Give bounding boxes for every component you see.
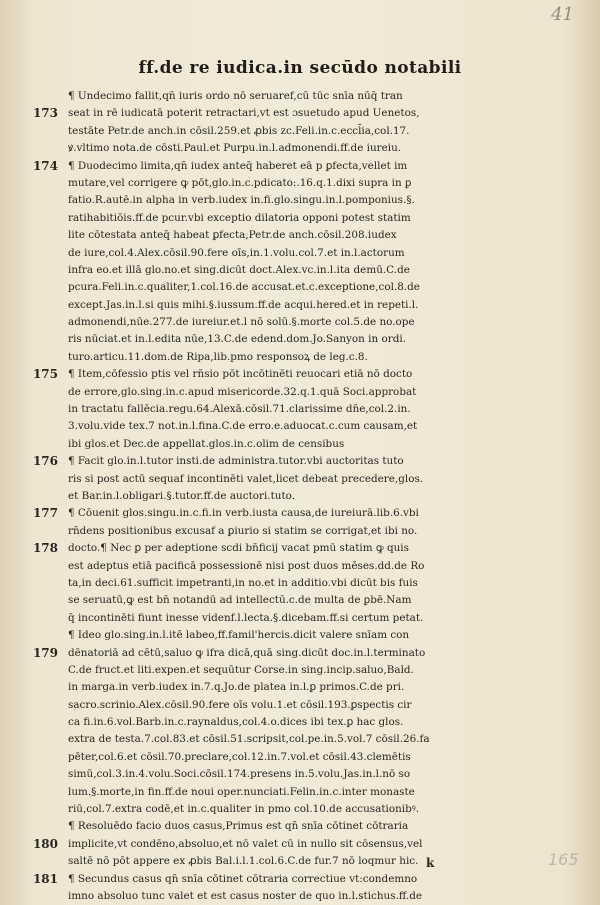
line-text: lum.§.morte,in fin.ff.de noui oper.nunciati.Felin.in.c.inter monaste — [68, 785, 415, 798]
line-text: simū,col.3.in.4.volu.Soci.cōsil.174.presens in.5.volu.Jas.in.l.nō so — [68, 768, 411, 781]
paragraph-number: 175 — [32, 367, 58, 382]
line-text: imno absoluo tunc valet et est casus noster de quo in.l.stichus.ff.de — [68, 889, 423, 902]
line-text: pēter,col.6.et cōsil.70.preclare,col.12.in.7.vol.et cōsil.43.clemētis — [68, 750, 411, 763]
text-line — [18, 366, 574, 383]
text-line — [18, 871, 574, 888]
text-line — [18, 679, 574, 696]
line-text: seat in rē iudicatā poterit retractari,vt est ɔsuetudo apud Uenetos, — [68, 107, 420, 120]
line-text: C.de fruct.et liti.expen.et sequūtur Corse.in sing.incip.saluo,Bald. — [68, 663, 414, 676]
line-text: ¶ Duodecimo limita,qn̄ iudex anteq̄ haberet eā p ꝑfecta,vellet im — [68, 159, 408, 172]
text-line — [18, 505, 574, 522]
paragraph-number: 176 — [32, 454, 58, 469]
line-text: et Bar.in.l.obligari.§.tutor.ff.de auctori.tuto. — [68, 489, 296, 502]
line-text: infra eo.et illā glo.no.et sing.dicūt doct.Alex.vc.in.l.ita demū.C.de — [68, 263, 410, 276]
line-text: pcura.Feli.in.c.qualiter,1.col.16.de accusat.et.c.exceptione,col.8.de — [68, 281, 420, 294]
line-text: mutare,vel corrigere ꝙ pōt,glo.in.c.pdicato:.16.q.1.dixi supra in ꝑ — [68, 176, 412, 189]
text-line — [18, 262, 574, 279]
text-line — [18, 697, 574, 714]
text-line — [18, 279, 574, 296]
line-text: de iure,col.4.Alex.cōsil.90.fere oīs,in.1.volu.col.7.et in.l.actorum — [68, 246, 405, 259]
text-line — [18, 436, 574, 453]
line-text: ¶ Undecimo fallit,qn̄ iuris ordo nō seruaref,cū tūc snīa nūq̄ tran — [68, 90, 403, 102]
text-line — [18, 297, 574, 314]
text-line — [18, 384, 574, 401]
text-line — [18, 349, 574, 366]
line-text: turo.articu.11.dom.de Ripa,lib.pmo responsoꝝ de leg.c.8. — [68, 350, 368, 363]
text-line — [18, 192, 574, 209]
line-text: ¶ Facit glo.in.l.tutor insti.de administra.tutor.vbi auctoritas tuto — [68, 455, 404, 468]
text-line — [18, 175, 574, 192]
line-text: except.Jas.in.l.si quis mihi.§.iussum.ff.de acqui.hered.et in repeti.l. — [68, 298, 419, 311]
text-line — [18, 714, 574, 731]
text-line — [18, 523, 574, 540]
text-line — [18, 575, 574, 592]
text-line — [18, 331, 574, 348]
paragraph-number: 179 — [32, 645, 58, 660]
line-text: saltē nō pōt appere ex ꝓbis Bal.i.l.1.col.6.C.de fur.7 nō loqmur hic. — [68, 855, 419, 868]
paragraph-number: 178 — [32, 541, 58, 556]
paragraph-number: 174 — [32, 158, 58, 173]
line-text: ¶ Cōuenit glos.singu.in.c.fi.in verb.iusta causa,de iureiurā.lib.6.vbi — [68, 507, 419, 520]
line-text: lite cōtestata anteq̄ habeat ꝑfecta,Petr.de anch.cōsil.208.iudex — [68, 229, 397, 242]
line-text: se seruatū,ꝙ est bn̄ notandū ad intellectū.c.de multa de ꝑbē.Nam — [68, 594, 412, 607]
paragraph-number: 180 — [32, 836, 58, 851]
paragraph-number: 173 — [32, 106, 58, 121]
line-text: sacro.scrinio.Alex.cōsil.90.fere oīs volu.1.et cōsil.193.ꝑspectis cir — [68, 698, 412, 711]
text-line — [18, 540, 574, 557]
line-text: ibi glos.et Dec.de appellat.glos.in.c.olim de censibus — [68, 437, 345, 450]
line-text: riū,col.7.extra codē,et in.c.qualiter in pmo col.10.de accusationibꝰ. — [68, 803, 420, 816]
text-line — [18, 314, 574, 331]
line-text: ris nūciat.et in.l.edita nūe,13.C.de edend.dom.Jo.Sanyon in ordi. — [68, 333, 406, 346]
text-line — [18, 245, 574, 262]
line-text: docto.¶ Nec ꝑ per adeptione scdi bn̄ficij vacat pmū statim ꝙ quis — [68, 542, 409, 555]
text-line — [18, 418, 574, 435]
text-block — [18, 88, 574, 905]
text-line — [18, 731, 574, 748]
paragraph-number: 181 — [32, 871, 58, 886]
line-text: implicite,vt condēno,absoluo,et nō valet cū in nullo sit cōsensus,vel — [68, 837, 423, 850]
text-line — [18, 227, 574, 244]
line-text: in tractatu fallēcia.regu.64.Alexā.cōsil.71.clarissime dn̄e,col.2.in. — [68, 403, 411, 416]
text-line — [18, 662, 574, 679]
text-line — [18, 610, 574, 627]
line-text: in marga.in verb.iudex in.7.q.Jo.de platea in.l.ꝑ primos.C.de pri. — [68, 681, 405, 694]
line-text: ratihabitiōis.ff.de pcur.vbi exceptio dilatoria opponi potest statim — [68, 211, 411, 224]
text-line — [18, 558, 574, 575]
line-text: ¶ Ideo glo.sing.in.l.itē labeo,ff.famil'hercis.dicit valere snīam con — [68, 629, 410, 642]
line-text: ca fi.in.6.vol.Barb.in.c.raynaldus,col.4.o.dices ibi tex.ꝑ hac glos. — [68, 716, 404, 729]
text-line — [18, 88, 574, 105]
text-line — [18, 210, 574, 227]
line-text: dēnatoriā ad cētū,saluo ꝙ ifra dicā,quā sing.dicūt doc.in.l.terminato — [68, 646, 426, 659]
text-line — [18, 784, 574, 801]
line-text: q̄ incontinēti fiunt inesse videnf.l.lecta.§.dicebam.ff.si certum petat. — [68, 611, 424, 624]
line-text: fatio.R.autē.in alpha in verb.iudex in.fi.glo.singu.in.l.pomponius.§. — [68, 194, 415, 207]
line-text: ¶ Resoluēdo facio duos casus,Primus est qn̄ snīa cōtinet cōtraria — [68, 820, 409, 833]
line-text: admonendi,nūe.277.de iureiur.et.l nō solū.§.morte col.5.de no.ope — [68, 316, 415, 329]
text-line — [18, 401, 574, 418]
line-text: de errore,glo.sing.in.c.apud misericorde.32.q.1.quā Soci.approbat — [68, 385, 417, 398]
text-line — [18, 140, 574, 157]
line-text: ¶ Item,cōfessio ptis vel rn̄sio pōt incōtinēti reuocari etiā nō docto — [68, 368, 413, 381]
text-line — [18, 488, 574, 505]
text-line — [18, 836, 574, 853]
line-text: testāte Petr.de anch.in cōsil.259.et ꝓbis zc.Feli.in.c.eccl̄ia,col.17. — [68, 124, 410, 137]
text-line — [18, 592, 574, 609]
text-line — [18, 888, 574, 905]
line-text: extra de testa.7.col.83.et cōsil.51.scripsit,col.pe.in.5.vol.7 cōsil.26.fa — [68, 733, 430, 746]
line-text: ris si post actū sequaf incontinēti valet,licet debeat precedere,glos. — [68, 472, 424, 485]
text-line — [18, 471, 574, 488]
folio-number: 41 — [551, 4, 574, 25]
running-header: ff.de re iudica.in secūdo notabili — [138, 58, 462, 78]
text-line — [18, 645, 574, 662]
line-text: rn̄dens positionibus excusaf a ꝑiurio si statim se corrigat,et ibi no. — [68, 524, 418, 537]
text-line — [18, 818, 574, 835]
line-text: ꝟ.vltimo nota.de cōsti.Paul.et Purpu.in.l.admonendi.ff.de iureiu. — [68, 142, 402, 155]
text-line — [18, 749, 574, 766]
line-text: ta,in deci.61.sufficit impetranti,in no.et in additio.vbi dicūt bis fuis — [68, 576, 418, 589]
line-text: 3.volu.vide tex.7 not.in.l.fina.C.de erro.e.aduocat.c.cum causam,et — [68, 420, 418, 433]
text-line — [18, 105, 574, 122]
paragraph-number: 177 — [32, 506, 58, 521]
pencil-annotation: 165 — [548, 850, 579, 869]
line-text: ¶ Secundus casus qn̄ snīa cōtinet cōtraria correctiue vt:condemno — [68, 872, 418, 885]
text-line — [18, 453, 574, 470]
text-line — [18, 853, 574, 870]
text-line — [18, 158, 574, 175]
text-line — [18, 766, 574, 783]
text-line — [18, 627, 574, 644]
line-text: est adeptus etiā pacificā possessionē nisi post duos mēses.dd.de Ro — [68, 559, 425, 572]
text-line — [18, 801, 574, 818]
signature-mark: k — [426, 856, 435, 870]
text-line — [18, 123, 574, 140]
